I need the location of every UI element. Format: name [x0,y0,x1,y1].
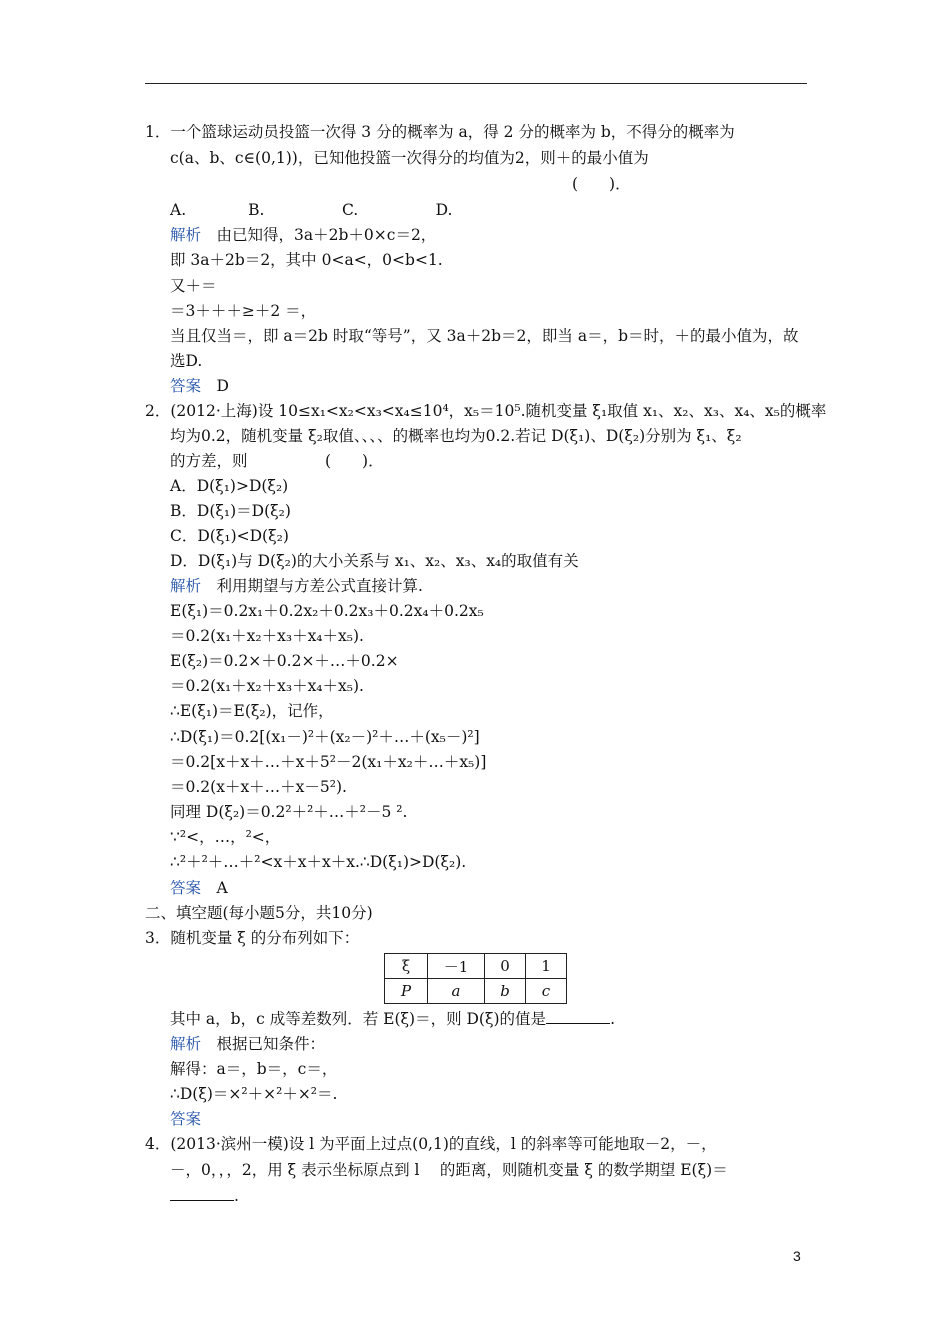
table-row [385,954,567,979]
q2-answer [170,878,228,898]
answer-label: 答案 [170,1110,202,1128]
table-cell: ξ [385,954,428,979]
table-cell: b [485,979,526,1004]
q1-step: 选D. [170,352,203,370]
analysis-label: 解析 [170,1035,202,1053]
table-cell: c [526,979,567,1004]
distribution-table [384,953,567,1004]
q1-answer [170,376,229,396]
q2-line3: 的方差，则 ( )． [170,452,384,470]
q1-step: 即 3a＋2b＝2，其中 0<a<，0<b<1. [170,251,443,269]
section-heading: 二、填空题(每小题5分，共10分) [145,904,373,922]
q1-paren: ( )． [572,175,631,193]
analysis-label: 解析 [170,577,202,595]
q2-option-a: A．D(ξ₁)>D(ξ₂) [170,477,289,495]
q2-option-d: D．D(ξ₁)与 D(ξ₂)的大小关系与 x₁、x₂、x₃、x₄的取值有关 [170,552,579,570]
answer-label: 答案 [170,377,202,395]
q2-option-c: C．D(ξ₁)<D(ξ₂) [170,527,289,545]
answer-label: 答案 [170,879,202,897]
q3-line2-end: . [610,1010,615,1028]
q2-analysis [170,576,423,596]
q4-line1: 4．(2013·滨州一模)设 l 为平面上过点(0,1)的直线，l 的斜率等可能地取－2，－， [145,1135,717,1153]
table-cell: 1 [526,954,567,979]
q2-line1: 2．(2012·上海)设 10≤x₁<x₂<x₃<x₄≤10⁴，x₅＝10⁵.随机变量 ξ₁取值 x₁、x₂、x₃、x₄、x₅的概率 [145,402,827,420]
q1-step: 当且仅当＝，即 a＝2b 时取“等号”，又 3a＋2b＝2，即当 a＝，b＝时，＋的最小值为，故 [170,327,799,345]
table-cell: 0 [485,954,526,979]
fill-blank[interactable] [546,1009,610,1024]
q2-step: ∴E(ξ₁)＝E(ξ₂)，记作， [170,702,334,720]
q3-step: ∴D(ξ)＝×²＋×²＋×²＝. [170,1085,338,1103]
table-cell: a [428,979,485,1004]
q4-line3-end: . [234,1187,239,1205]
q2-step: ∴D(ξ₁)＝0.2[(x₁－)²＋(x₂－)²＋…＋(x₅－)²] [170,728,480,746]
q3-line2 [170,1009,615,1029]
q2-step: ＝0.2(x＋x＋…＋x－5²). [170,778,347,796]
q2-step: 同理 D(ξ₂)＝0.2²＋²＋…＋²－5 ². [170,803,408,821]
q3-step: 解得：a＝，b＝，c＝， [170,1060,338,1078]
q4-line2: －，0，，，2，用 ξ 表示坐标原点到 l 的距离，则随机变量 ξ 的数学期望 E(ξ)＝ [170,1161,728,1179]
q2-step: E(ξ₂)＝0.2×＋0.2×＋…＋0.2× [170,652,399,670]
table-row [385,979,567,1004]
q4-line3 [170,1186,239,1206]
q2-step: E(ξ₁)＝0.2x₁＋0.2x₂＋0.2x₃＋0.2x₄＋0.2x₅ [170,602,484,620]
q2-answer-value: A [216,879,228,897]
q2-step: ＝0.2[x＋x＋…＋x＋5²－2(x₁＋x₂＋…＋x₅)] [170,753,487,771]
analysis-label: 解析 [170,226,202,244]
q2-option-b: B．D(ξ₁)＝D(ξ₂) [170,502,291,520]
q3-analysis-text: 根据已知条件： [216,1035,326,1053]
fill-blank[interactable] [170,1186,234,1201]
q1-line1: 1．一个篮球运动员投篮一次得 3 分的概率为 a，得 2 分的概率为 b，不得分的概率为 [145,123,735,141]
q2-step: ∵²<，…，²<， [170,828,281,846]
q3-analysis [170,1034,325,1054]
q1-step: 又＋＝ [170,277,217,295]
table-cell: －1 [428,954,485,979]
q1-options: A. B. C. D. [170,201,453,219]
q3-answer [170,1109,201,1129]
q1-line2: c(a、b、c∈(0,1))，已知他投篮一次得分的均值为2，则＋的最小值为 [170,149,649,167]
table-cell: P [385,979,428,1004]
header-rule [145,83,807,84]
q3-line2-text: 其中 a，b，c 成等差数列．若 E(ξ)＝，则 D(ξ)的值是 [170,1010,547,1028]
page-number: 3 [793,1248,801,1264]
q1-step: ＝3＋＋＋≥＋2 ＝， [170,302,317,320]
q2-step: ∴²＋²＋…＋²<x＋x＋x＋x.∴D(ξ₁)>D(ξ₂). [170,853,467,871]
q2-step: ＝0.2(x₁＋x₂＋x₃＋x₄＋x₅). [170,677,364,695]
q3-line1: 3．随机变量 ξ 的分布列如下： [145,929,360,947]
q2-analysis-text: 利用期望与方差公式直接计算. [216,577,423,595]
q2-line2: 均为0.2，随机变量 ξ₂取值、、、、的概率也均为0.2.若记 D(ξ₁)、D(ξ₂)分别为 ξ₁、ξ₂ [170,427,742,445]
q1-answer-value: D [216,377,229,395]
q2-step: ＝0.2(x₁＋x₂＋x₃＋x₄＋x₅). [170,627,364,645]
q1-analysis [170,225,436,245]
q1-analysis-text: 由已知得，3a＋2b＋0×c＝2， [216,226,437,244]
